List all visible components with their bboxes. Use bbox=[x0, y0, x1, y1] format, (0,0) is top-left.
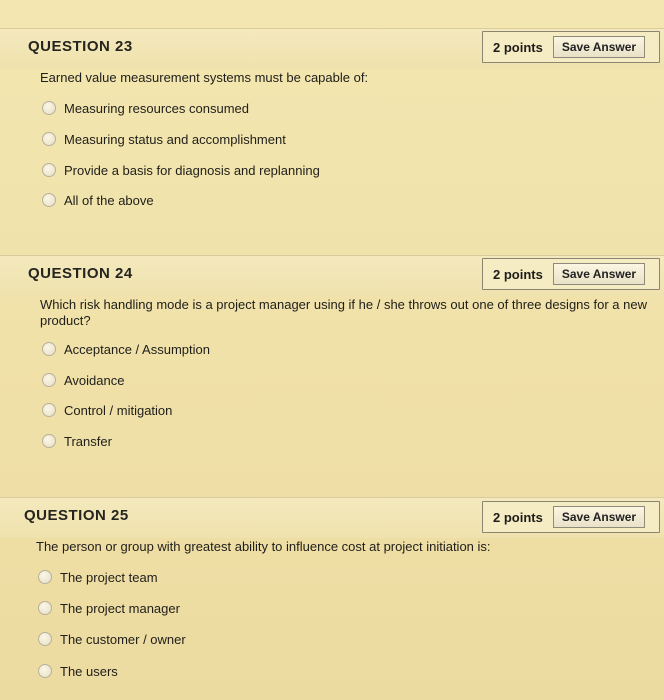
radio-button-icon[interactable] bbox=[38, 601, 52, 615]
question-25-option-3[interactable]: The customer / owner bbox=[38, 629, 186, 649]
radio-button-icon[interactable] bbox=[38, 632, 52, 646]
question-23-title: QUESTION 23 bbox=[28, 38, 133, 55]
question-24-option-1[interactable]: Acceptance / Assumption bbox=[42, 339, 210, 359]
question-25-title: QUESTION 25 bbox=[24, 507, 129, 524]
question-25-save-answer-button[interactable]: Save Answer bbox=[553, 506, 645, 528]
question-23-save-answer-button[interactable]: Save Answer bbox=[553, 36, 645, 58]
question-24-text: Which risk handling mode is a project manager using if he / she throws out one of three designs for a new product? bbox=[40, 297, 647, 328]
question-25-option-1[interactable]: The project team bbox=[38, 567, 158, 587]
question-24-option-3[interactable]: Control / mitigation bbox=[42, 400, 172, 420]
question-25-option-2[interactable]: The project manager bbox=[38, 598, 180, 618]
question-25-option-4[interactable]: The users bbox=[38, 661, 118, 681]
question-23-option-4[interactable]: All of the above bbox=[42, 190, 154, 210]
radio-button-icon[interactable] bbox=[42, 163, 56, 177]
radio-button-icon[interactable] bbox=[42, 101, 56, 115]
question-24-option-2[interactable]: Avoidance bbox=[42, 370, 124, 390]
radio-button-icon[interactable] bbox=[42, 342, 56, 356]
question-25-points: 2 points bbox=[493, 509, 543, 525]
question-23-text: Earned value measurement systems must be capable of: bbox=[40, 70, 369, 85]
question-24-title: QUESTION 24 bbox=[28, 265, 133, 282]
question-25-text: The person or group with greatest ability to influence cost at project initiation is: bbox=[36, 539, 491, 554]
radio-button-icon[interactable] bbox=[38, 570, 52, 584]
question-23-option-2[interactable]: Measuring status and accomplishment bbox=[42, 129, 286, 149]
question-24-points-box bbox=[482, 258, 660, 290]
question-23-option-3[interactable]: Provide a basis for diagnosis and replanning bbox=[42, 160, 320, 180]
radio-button-icon[interactable] bbox=[42, 403, 56, 417]
question-24-option-4[interactable]: Transfer bbox=[42, 431, 112, 451]
radio-button-icon[interactable] bbox=[42, 193, 56, 207]
question-23-points-box bbox=[482, 31, 660, 63]
question-24-save-answer-button[interactable]: Save Answer bbox=[553, 263, 645, 285]
radio-button-icon[interactable] bbox=[42, 434, 56, 448]
question-24-points: 2 points bbox=[493, 266, 543, 282]
question-23-points: 2 points bbox=[493, 39, 543, 55]
radio-button-icon[interactable] bbox=[38, 664, 52, 678]
radio-button-icon[interactable] bbox=[42, 373, 56, 387]
question-23-option-1[interactable]: Measuring resources consumed bbox=[42, 98, 249, 118]
question-25-points-box bbox=[482, 501, 660, 533]
radio-button-icon[interactable] bbox=[42, 132, 56, 146]
